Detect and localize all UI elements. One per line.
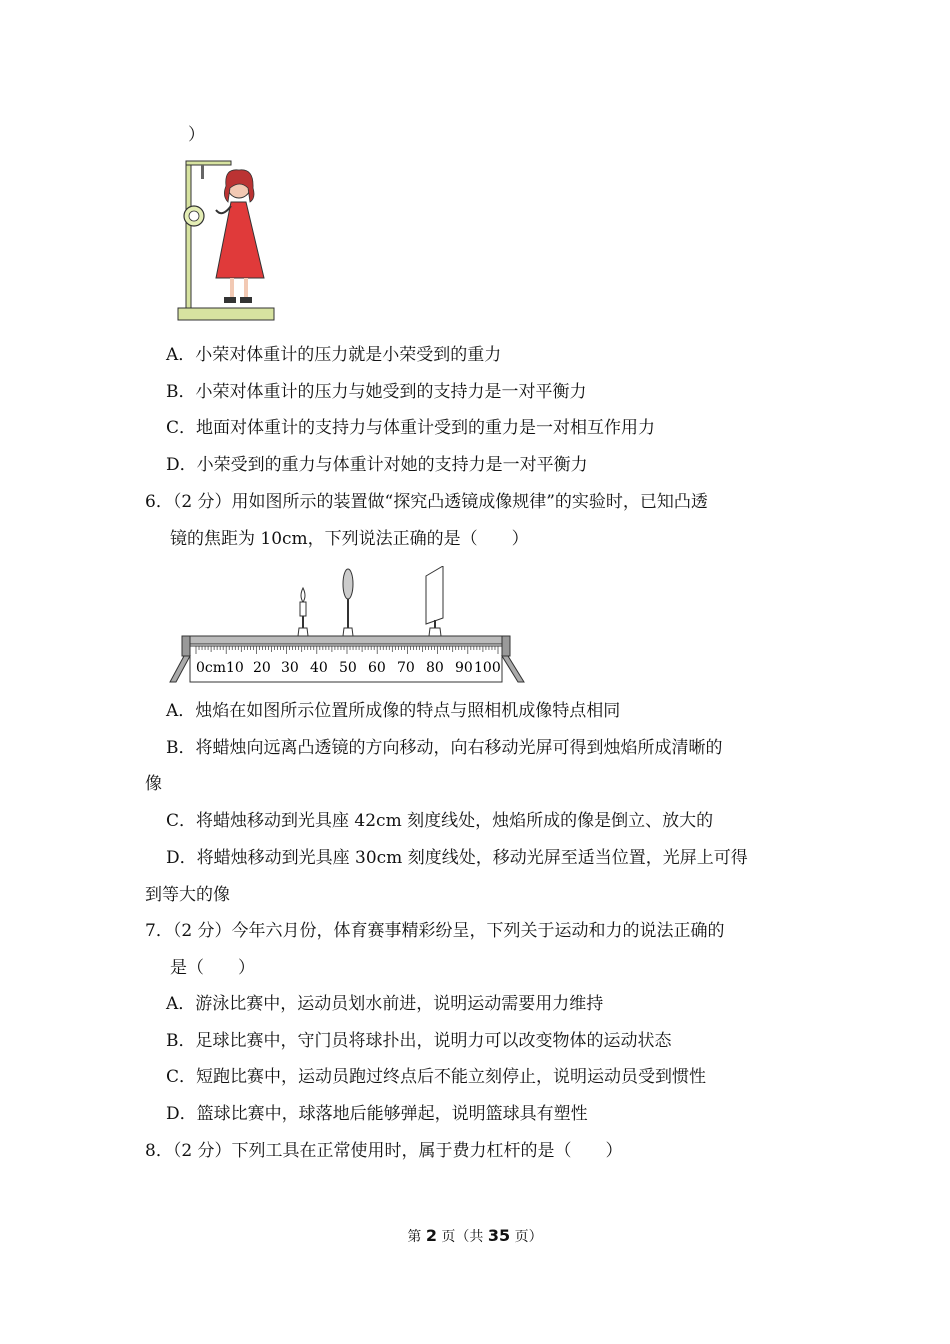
q6-stem-line2: 镜的焦距为 10cm，下列说法正确的是（ ） [170,529,529,549]
q6-option-c: C．将蜡烛移动到光具座 42cm 刻度线处，烛焰所成的像是倒立、放大的 [166,811,714,831]
bench-label-0: 0cm10 [196,660,244,676]
bench-label-20: 20 [253,660,271,676]
bench-label-90: 90 [455,660,473,676]
q8-stem-line1: 8．（2 分）下列工具在正常使用时，属于费力杠杆的是（ ） [145,1141,623,1161]
q5-closing-paren: ） [188,125,205,145]
q6-option-a: A．烛焰在如图所示位置所成像的特点与照相机成像特点相同 [166,701,621,721]
q7-option-a: A．游泳比赛中，运动员划水前进，说明运动需要用力维持 [166,994,604,1014]
page-footer [0,1226,950,1247]
q7-stem-line1: 7．（2 分）今年六月份，体育赛事精彩纷呈，下列关于运动和力的说法正确的 [145,921,725,941]
q7-option-b: B．足球比赛中，守门员将球扑出，说明力可以改变物体的运动状态 [166,1031,672,1051]
q5-option-a: A．小荣对体重计的压力就是小荣受到的重力 [166,345,502,365]
scale-girl-figure [176,158,276,326]
q5-option-c: C．地面对体重计的支持力与体重计受到的重力是一对相互作用力 [166,418,656,438]
q6-option-d-line2: 到等大的像 [145,885,230,905]
q5-option-b: B．小荣对体重计的压力与她受到的支持力是一对平衡力 [166,382,587,402]
q7-option-d: D．篮球比赛中，球落地后能够弹起，说明篮球具有塑性 [166,1104,588,1124]
q7-option-c: C．短跑比赛中，运动员跑过终点后不能立刻停止，说明运动员受到惯性 [166,1067,707,1087]
bench-label-50: 50 [339,660,357,676]
footer-total-pages: 35 [487,1226,511,1245]
footer-suffix: 页） [510,1229,543,1245]
q5-option-d: D．小荣受到的重力与体重计对她的支持力是一对平衡力 [166,455,588,475]
footer-page-number: 2 [425,1226,437,1245]
bench-label-100: 100 [474,660,501,676]
footer-prefix: 第 [407,1229,426,1245]
bench-label-80: 80 [426,660,444,676]
footer-mid: 页（共 [436,1229,488,1245]
q6-option-d-line1: D．将蜡烛移动到光具座 30cm 刻度线处，移动光屏至适当位置，光屏上可得 [166,848,748,868]
bench-label-30: 30 [281,660,299,676]
q6-option-b-line1: B．将蜡烛向远离凸透镜的方向移动，向右移动光屏可得到烛焰所成清晰的 [166,738,723,758]
q6-option-b-line2: 像 [145,774,162,794]
bench-label-70: 70 [397,660,415,676]
optical-bench-figure [168,566,538,686]
q7-stem-line2: 是（ ） [170,958,255,978]
q6-stem-line1: 6．（2 分）用如图所示的装置做“探究凸透镜成像规律”的实验时，已知凸透 [145,492,708,512]
bench-label-60: 60 [368,660,386,676]
bench-label-40: 40 [310,660,328,676]
